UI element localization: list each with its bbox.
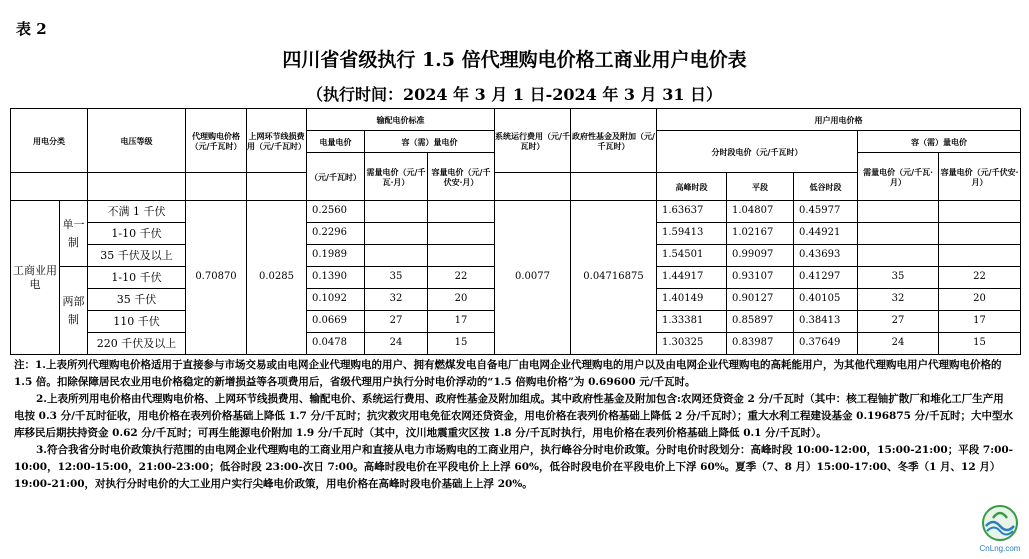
header-category: 用电分类 xyxy=(11,109,88,173)
demand-price-cell: 27 xyxy=(365,311,428,333)
capacity-price-cell: 17 xyxy=(428,311,495,333)
flat-price-cell: 0.99097 xyxy=(727,245,794,267)
valley-price-cell: 0.37649 xyxy=(794,333,858,355)
demand-price-cell: 35 xyxy=(365,267,428,289)
header-demand-price: 需量电价（元/千瓦·月） xyxy=(365,153,428,201)
cnlng-logo-icon xyxy=(978,504,1022,554)
flat-price-cell: 0.93107 xyxy=(727,267,794,289)
voltage-cell: 1-10 千伏 xyxy=(88,267,186,289)
energy-price-cell: 0.2296 xyxy=(307,223,365,245)
peak-price-cell: 1.63637 xyxy=(657,201,727,223)
energy-price-cell: 0.0478 xyxy=(307,333,365,355)
header-gov-fund: 政府性基金及附加（元/千瓦时） xyxy=(571,109,657,173)
user-demand-cell: 27 xyxy=(858,311,939,333)
header-spacer xyxy=(247,173,307,201)
demand-price-cell: 24 xyxy=(365,333,428,355)
voltage-cell: 220 千伏及以上 xyxy=(88,333,186,355)
peak-price-cell: 1.59413 xyxy=(657,223,727,245)
demand-price-cell xyxy=(365,201,428,223)
user-demand-cell xyxy=(858,245,939,267)
header-tou-group: 分时段电价（元/千瓦时） xyxy=(657,131,858,173)
user-capacity-cell: 20 xyxy=(939,289,1021,311)
demand-price-cell xyxy=(365,223,428,245)
header-user-price: 用户用电价格 xyxy=(657,109,1021,131)
user-capacity-cell xyxy=(939,245,1021,267)
logo-text: CnLng.com xyxy=(979,544,1021,553)
user-demand-cell xyxy=(858,223,939,245)
user-demand-cell: 32 xyxy=(858,289,939,311)
header-grid-fee: 上网环节线损费用（元/千瓦时） xyxy=(247,109,307,173)
header-peak: 高峰时段 xyxy=(657,173,727,201)
header-spacer xyxy=(571,173,657,201)
voltage-cell: 1-10 千伏 xyxy=(88,223,186,245)
single-rate-label: 单一制 xyxy=(60,201,88,267)
page-subtitle: （执行时间：2024 年 3 月 1 日-2024 年 3 月 31 日） xyxy=(306,85,723,104)
valley-price-cell: 0.40105 xyxy=(794,289,858,311)
user-capacity-cell xyxy=(939,201,1021,223)
notes-section xyxy=(14,357,1014,493)
voltage-cell: 110 千伏 xyxy=(88,311,186,333)
category-label: 工商业用电 xyxy=(11,201,60,355)
header-capacity-price: 容量电价（元/千伏安·月） xyxy=(428,153,495,201)
capacity-price-cell: 22 xyxy=(428,267,495,289)
flat-price-cell: 1.04807 xyxy=(727,201,794,223)
valley-price-cell: 0.38413 xyxy=(794,311,858,333)
header-user-capacity: 容量电价（元/千伏安·月） xyxy=(939,153,1021,201)
system-fee-value: 0.0077 xyxy=(495,201,571,355)
capacity-price-cell xyxy=(428,245,495,267)
note-1: 注：1.上表所列代理购电价格适用于直接参与市场交易或由电网企业代理购电的用户、拥有燃煤发电自备电厂由电网企业代理购电的用户以及由电网企业代理购电的高耗能用户，为其他代理购电用户代理购电价格的 1.5 倍。扣除保障居民农业用电价格稳定的新增损益等各项费用后，省级代理用户执行分时电价浮动的“1.5 倍购电价格”为 0.69600 元/千瓦时。 xyxy=(14,359,1002,388)
flat-price-cell: 0.90127 xyxy=(727,289,794,311)
header-user-demand: 需量电价（元/千瓦·月） xyxy=(858,153,939,201)
capacity-price-cell: 20 xyxy=(428,289,495,311)
user-capacity-cell: 22 xyxy=(939,267,1021,289)
demand-price-cell: 32 xyxy=(365,289,428,311)
energy-price-cell: 0.2560 xyxy=(307,201,365,223)
header-flat: 平段 xyxy=(727,173,794,201)
valley-price-cell: 0.41297 xyxy=(794,267,858,289)
peak-price-cell: 1.40149 xyxy=(657,289,727,311)
user-demand-cell xyxy=(858,201,939,223)
dual-rate-label: 两部制 xyxy=(60,267,88,355)
header-spacer xyxy=(186,173,247,201)
header-system-fee: 系统运行费用（元/千瓦时） xyxy=(495,109,571,173)
table-row xyxy=(11,201,1021,223)
header-spacer xyxy=(11,173,88,201)
valley-price-cell: 0.43693 xyxy=(794,245,858,267)
capacity-price-cell xyxy=(428,223,495,245)
header-voltage: 电压等级 xyxy=(88,109,186,173)
header-proxy-price: 代理购电价格（元/千瓦时） xyxy=(186,109,247,173)
proxy-price-value: 0.70870 xyxy=(186,201,247,355)
flat-price-cell: 0.85897 xyxy=(727,311,794,333)
peak-price-cell: 1.44917 xyxy=(657,267,727,289)
peak-price-cell: 1.30325 xyxy=(657,333,727,355)
user-demand-cell: 35 xyxy=(858,267,939,289)
header-capacity-group: 容（需）量电价 xyxy=(365,131,495,153)
energy-price-cell: 0.1989 xyxy=(307,245,365,267)
grid-fee-value: 0.0285 xyxy=(247,201,307,355)
user-capacity-cell xyxy=(939,223,1021,245)
energy-price-cell: 0.1390 xyxy=(307,267,365,289)
gov-fund-value: 0.04716875 xyxy=(571,201,657,355)
note-2: 2.上表所列用电价格由代理购电价格、上网环节线损费用、输配电价、系统运行费用、政府性基金及附加组成。其中政府性基金及附加包含:农网还贷资金 2 分/千瓦时（其中：核工程铀扩散厂和堆化工厂生产用电按 0.3 分/千瓦时征收，用电价格在表列价格基础上降低 1.7 分/千瓦时；抗灾救灾用电免征农网还贷资金，用电价格在表列价格基础上降低 2 分/千瓦时）；重大水利工程建设基金 0.196875 分/千瓦时；大中型水库移民后期扶持资金 0.62 分/千瓦时；可再生能源电价附加 1.9 分/千瓦时（其中，汶川地震重灾区按 1.8 分/千瓦时执行，用电价格在表列价格基础上降低 0.1 分/千瓦时）。 xyxy=(14,393,1013,439)
header-transmission: 输配电价标准 xyxy=(307,109,495,131)
energy-price-cell: 0.1092 xyxy=(307,289,365,311)
header-energy-price: 电量电价 xyxy=(307,131,365,153)
user-demand-cell: 24 xyxy=(858,333,939,355)
header-spacer xyxy=(88,173,186,201)
capacity-price-cell: 15 xyxy=(428,333,495,355)
flat-price-cell: 1.02167 xyxy=(727,223,794,245)
voltage-cell: 不满 1 千伏 xyxy=(88,201,186,223)
peak-price-cell: 1.54501 xyxy=(657,245,727,267)
valley-price-cell: 0.44921 xyxy=(794,223,858,245)
demand-price-cell xyxy=(365,245,428,267)
header-energy-unit: （元/千瓦时） xyxy=(307,153,365,201)
valley-price-cell: 0.45977 xyxy=(794,201,858,223)
voltage-cell: 35 千伏及以上 xyxy=(88,245,186,267)
table-label: 表 2 xyxy=(16,20,47,38)
flat-price-cell: 0.83987 xyxy=(727,333,794,355)
energy-price-cell: 0.0669 xyxy=(307,311,365,333)
price-table xyxy=(10,108,1021,355)
header-valley: 低谷时段 xyxy=(794,173,858,201)
voltage-cell: 35 千伏 xyxy=(88,289,186,311)
header-spacer xyxy=(495,173,571,201)
note-3: 3.符合我省分时电价政策执行范围的由电网企业代理购电的工商业用户和直接从电力市场购电的工商业用户，执行峰谷分时电价政策。分时电价时段划分：高峰时段 10:00-12:00，15:00-21:00；平段 7:00-10:00，12:00-15:00，21:00-23:00；低谷时段 23:00-次日 7:00。高峰时段电价在平段电价上上浮 60%，低谷时段电价在平段电价上下浮 60%。夏季（7、8 月）15:00-17:00、冬季（1 月、12 月）19:00-21:00，对执行分时电价的大工业用户实行尖峰电价政策，用电价格在高峰时段电价基础上上浮 20%。 xyxy=(14,444,1014,490)
capacity-price-cell xyxy=(428,201,495,223)
page-title: 四川省省级执行 1.5 倍代理购电价格工商业用户电价表 xyxy=(282,49,747,71)
peak-price-cell: 1.33381 xyxy=(657,311,727,333)
user-capacity-cell: 15 xyxy=(939,333,1021,355)
user-capacity-cell: 17 xyxy=(939,311,1021,333)
header-user-capacity-group: 容（需）量电价 xyxy=(858,131,1021,153)
